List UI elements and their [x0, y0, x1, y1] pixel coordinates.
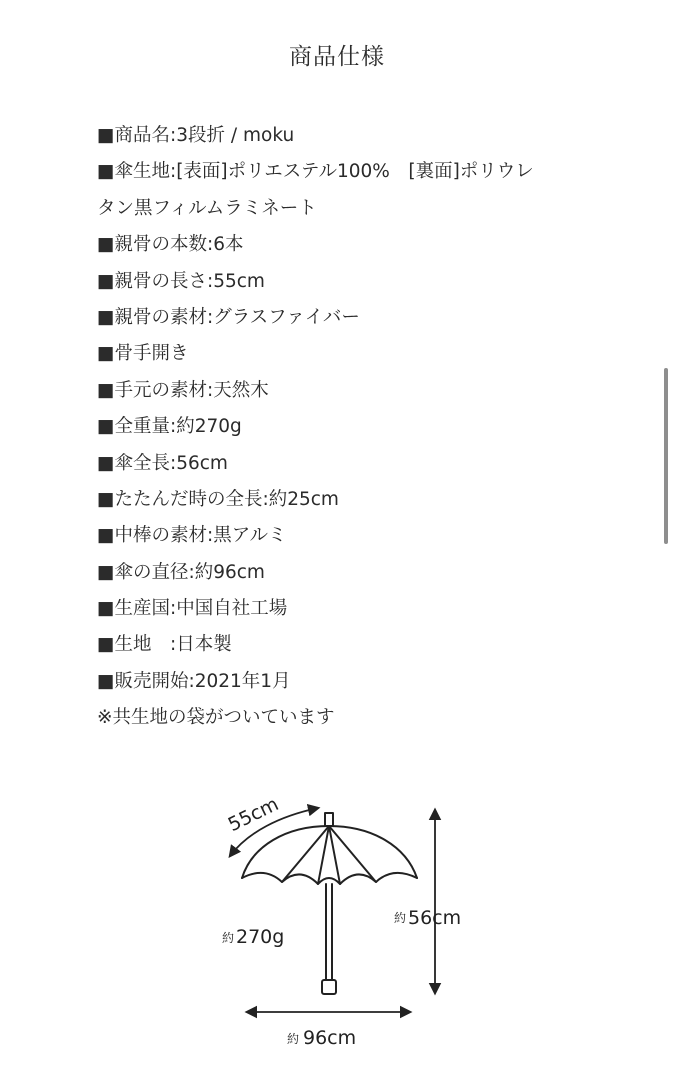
- weight-value: 270g: [236, 926, 285, 948]
- spec-item: ■親骨の本数:6本: [97, 234, 244, 256]
- spec-item: ■たたんだ時の全長:約25cm: [97, 488, 339, 510]
- spec-item: ■親骨の長さ:55cm: [97, 270, 265, 292]
- umbrella-icon: [242, 813, 417, 994]
- spec-item: ■販売開始:2021年1月: [97, 670, 291, 692]
- spec-item: ■全重量:約270g: [97, 416, 242, 438]
- spec-item: ■骨手開き: [97, 343, 189, 365]
- spec-item: ■親骨の素材:グラスファイバー: [97, 306, 360, 328]
- spec-item: ※共生地の袋がついています: [97, 707, 335, 729]
- weight-prefix: 約: [222, 931, 235, 945]
- spec-item: ■手元の素材:天然木: [97, 379, 269, 401]
- umbrella-diagram: [0, 780, 674, 1070]
- spec-list: [97, 118, 617, 737]
- diameter-prefix: 約: [287, 1032, 300, 1046]
- spec-item: ■生産国:中国自社工場: [97, 598, 288, 620]
- length-prefix: 約: [394, 911, 407, 925]
- page-title: 商品仕様: [289, 44, 385, 70]
- spec-item: ■生地 :日本製: [97, 634, 232, 656]
- spec-item: ■傘生地:[表面]ポリエステル100% [裏面]ポリウレ: [97, 161, 534, 183]
- spec-item: ■傘全長:56cm: [97, 452, 228, 474]
- spec-item: ■商品名:3段折 / moku: [97, 125, 295, 146]
- rib-length-label: 55cm: [224, 793, 283, 837]
- diameter-value: 96cm: [303, 1027, 357, 1049]
- spec-item: ■傘の直径:約96cm: [97, 561, 265, 583]
- scrollbar[interactable]: [664, 368, 668, 544]
- length-value: 56cm: [408, 907, 462, 929]
- spec-item: タン黒フィルムラミネート: [97, 197, 317, 219]
- spec-item: ■中棒の素材:黒アルミ: [97, 525, 287, 547]
